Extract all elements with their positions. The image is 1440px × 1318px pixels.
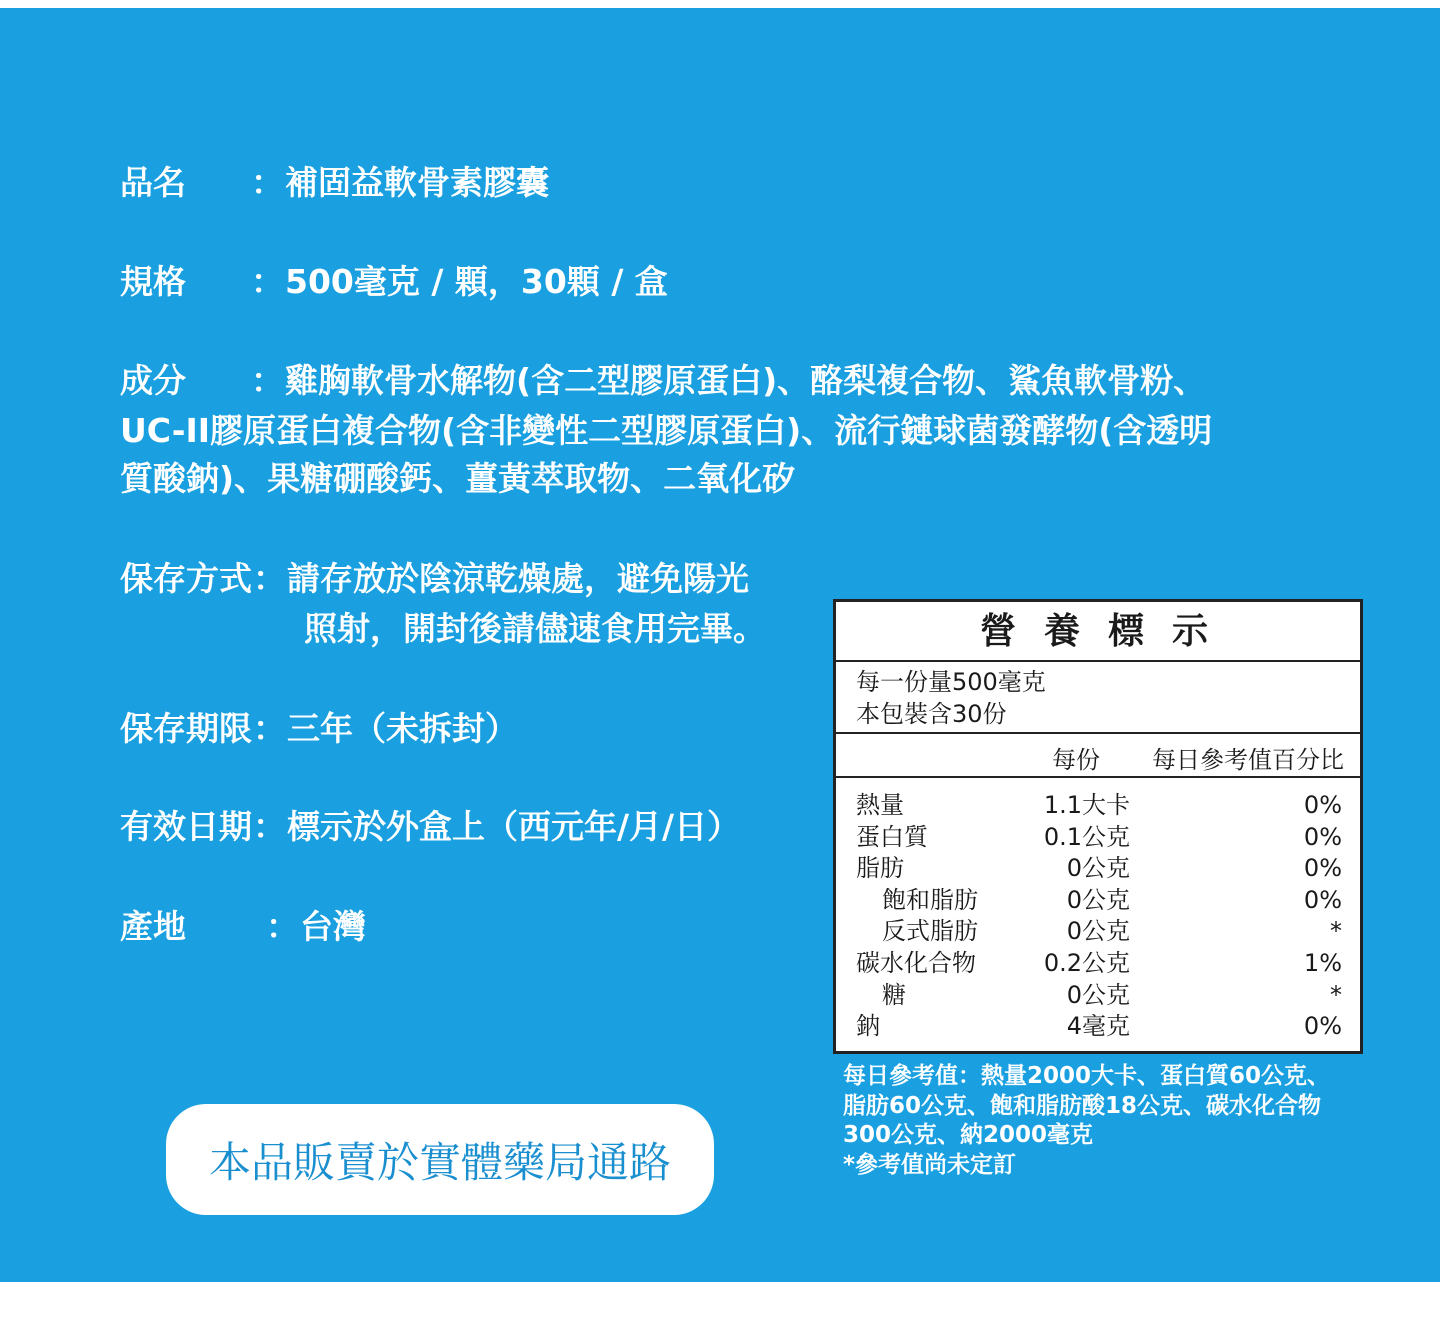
shelf-life-value: 三年（未拆封）: [287, 709, 518, 748]
expiry-value: 標示於外盒上（西元年/月/日）: [287, 807, 741, 846]
nutrient-name: 脂肪: [856, 854, 904, 883]
expiry-label: 有效日期: [120, 807, 252, 846]
nutrient-amount: 0公克: [1066, 854, 1130, 883]
shelf-life-row: [120, 704, 518, 754]
nutrition-row: [836, 916, 1360, 948]
nutrition-row: [836, 853, 1360, 885]
nutrient-daily-pct: 0%: [1303, 791, 1342, 819]
per-serving-header: 每份: [1052, 746, 1100, 774]
daily-value-header: 每日參考值百分比: [1152, 746, 1344, 774]
nutrition-serving-info: [836, 662, 1360, 734]
nutrient-amount: 0公克: [1066, 885, 1130, 914]
colon: ：: [253, 807, 286, 846]
product-name-row: [120, 158, 549, 208]
shelf-life-label: 保存期限: [120, 709, 252, 748]
nutrient-name: 飽和脂肪: [882, 885, 978, 914]
nutrient-name: 碳水化合物: [856, 948, 976, 977]
ingredients-label: 成分: [120, 361, 186, 400]
nutrition-row: [836, 885, 1360, 917]
nutrient-daily-pct: 0%: [1303, 885, 1342, 914]
nutrient-amount: 1.1大卡: [1043, 791, 1130, 819]
spec-row: [120, 257, 668, 307]
nutrient-name: 蛋白質: [856, 822, 928, 851]
footnote-line: 300公克、納2000毫克: [843, 1122, 1094, 1148]
ingredients-line-2: UC-II膠原蛋白複合物(含非變性二型膠原蛋白)、流行鏈球菌發酵物(含透明: [120, 411, 1213, 450]
servings-per-pack: 本包裝含30份: [856, 700, 1007, 728]
footnote-line: 脂肪60公克、飽和脂肪酸18公克、碳水化合物: [843, 1092, 1322, 1119]
nutrient-amount: 0公克: [1066, 980, 1130, 1009]
nutrition-row: [836, 822, 1360, 854]
origin-row: [120, 902, 366, 952]
daily-value-footnote: [843, 1062, 1363, 1180]
nutrient-daily-pct: 0%: [1303, 822, 1342, 851]
spec-value: 500毫克 / 顆，30顆 / 盒: [285, 262, 668, 301]
nutrient-daily-pct: 0%: [1303, 1012, 1342, 1041]
nutrient-name: 反式脂肪: [882, 917, 978, 946]
origin-value: 台灣: [300, 907, 366, 946]
colon: ：: [253, 559, 286, 598]
nutrient-name: 鈉: [856, 1012, 880, 1041]
nutrition-rows: [836, 778, 1360, 1043]
origin-label: 產地: [120, 907, 186, 946]
colon: ：: [266, 907, 299, 946]
pharmacy-channel-text: 本品販賣於實體藥局通路: [208, 1137, 671, 1187]
colon: ：: [251, 262, 284, 301]
product-name-value: 補固益軟骨素膠囊: [285, 163, 549, 202]
expiry-row: [120, 802, 740, 852]
label-panel: [0, 8, 1440, 1282]
nutrient-daily-pct: *: [1330, 980, 1342, 1009]
colon: ：: [251, 163, 284, 202]
ingredients-line-1: 雞胸軟骨水解物(含二型膠原蛋白)、酪梨複合物、鯊魚軟骨粉、: [285, 361, 1207, 400]
nutrient-amount: 0公克: [1066, 917, 1130, 946]
storage-line-2: 照射，開封後請儘速食用完畢。: [304, 609, 766, 648]
serving-size: 每一份量500毫克: [856, 668, 1046, 696]
nutrient-amount: 0.1公克: [1043, 822, 1130, 851]
colon: ：: [251, 361, 284, 400]
nutrition-row: [836, 790, 1360, 822]
nutrient-name: 糖: [882, 980, 906, 1009]
nutrition-column-headers: [836, 734, 1360, 778]
nutrient-daily-pct: 0%: [1303, 854, 1342, 883]
nutrition-row: [836, 980, 1360, 1012]
nutrient-amount: 0.2公克: [1043, 948, 1130, 977]
storage-row: [120, 554, 749, 604]
spec-label: 規格: [120, 262, 186, 301]
colon: ：: [253, 709, 286, 748]
ingredients-line-3: 質酸鈉)、果糖硼酸鈣、薑黃萃取物、二氧化矽: [120, 459, 796, 498]
nutrition-row: [836, 948, 1360, 980]
footnote-line: *參考值尚未定訂: [843, 1151, 1017, 1178]
nutrient-daily-pct: 1%: [1303, 948, 1342, 977]
product-name-label: 品名: [120, 163, 186, 202]
ingredients-row: [120, 356, 1206, 406]
pharmacy-channel-badge: [166, 1104, 714, 1215]
nutrient-daily-pct: *: [1330, 917, 1342, 946]
nutrition-facts-table: [833, 599, 1363, 1054]
nutrient-amount: 4毫克: [1066, 1012, 1130, 1041]
storage-line-1: 請存放於陰涼乾燥處，避免陽光: [287, 559, 749, 598]
footnote-line: 每日參考值：熱量2000大卡、蛋白質60公克、: [843, 1063, 1331, 1089]
nutrition-row: [836, 1011, 1360, 1043]
storage-label: 保存方式: [120, 559, 252, 598]
nutrient-name: 熱量: [856, 791, 904, 819]
nutrition-title: 營養標示: [836, 602, 1360, 662]
